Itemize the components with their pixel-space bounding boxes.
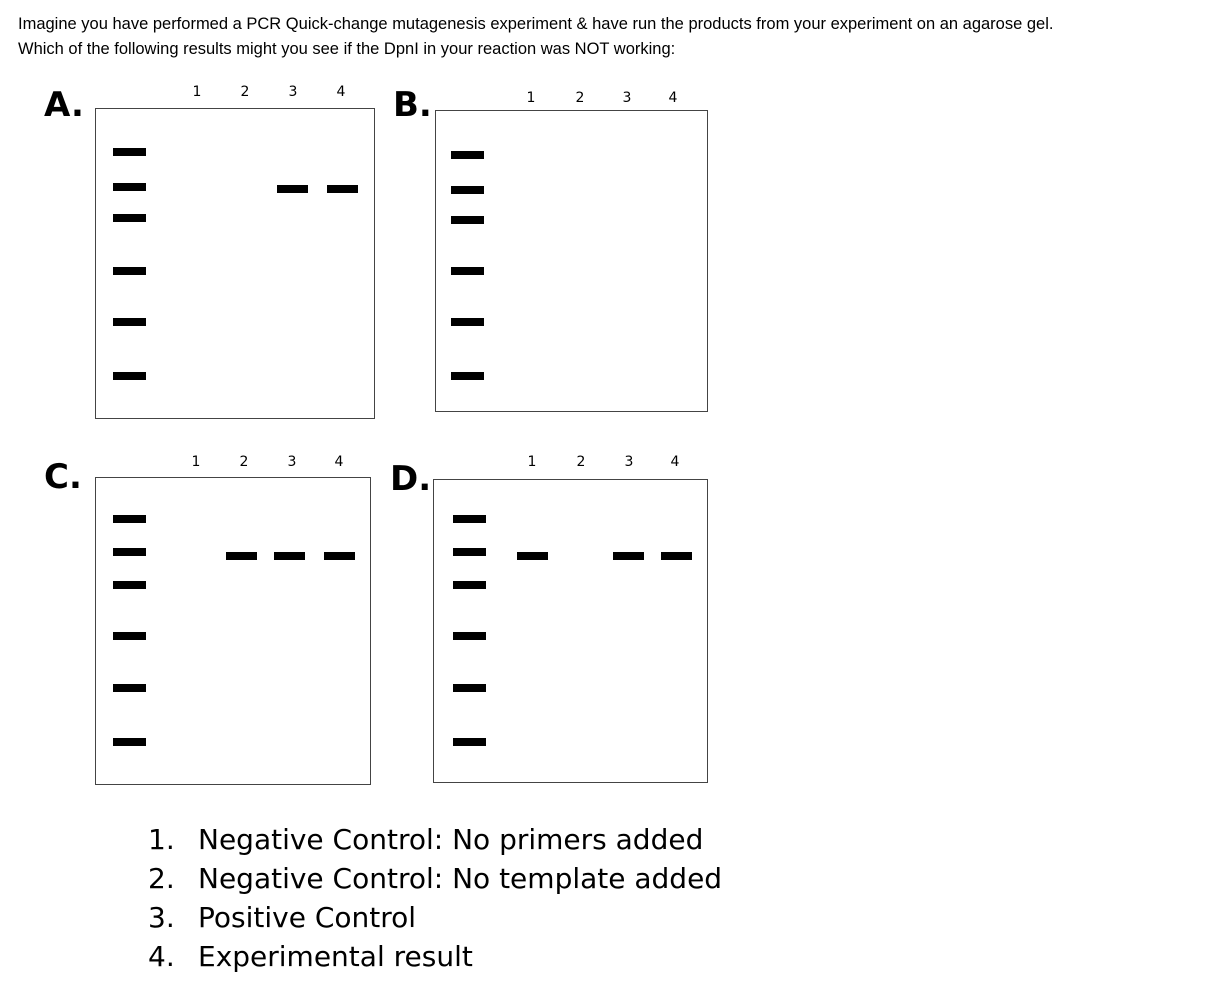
legend-item-1 <box>148 820 722 859</box>
sample-band-lane-3 <box>274 552 305 560</box>
gel-c-lane-4: 4 <box>334 454 344 470</box>
gel-b-lane-2: 2 <box>575 90 585 106</box>
gel-d-lane-3: 3 <box>624 454 634 470</box>
ladder-band <box>451 186 484 194</box>
gel-b-lane-4: 4 <box>668 90 678 106</box>
ladder-band <box>113 632 146 640</box>
ladder-band <box>113 684 146 692</box>
gel-d-lane-4: 4 <box>670 454 680 470</box>
gel-c-lane-1: 1 <box>191 454 201 470</box>
sample-band-lane-4 <box>661 552 692 560</box>
ladder-band <box>451 151 484 159</box>
legend-text: Experimental result <box>198 940 473 973</box>
legend-number: 1. <box>148 823 175 856</box>
ladder-band <box>113 183 146 191</box>
sample-band-lane-1 <box>517 552 548 560</box>
ladder-band <box>113 267 146 275</box>
lane-legend <box>148 820 722 976</box>
gel-c-lane-3: 3 <box>287 454 297 470</box>
legend-text: Negative Control: No primers added <box>198 823 704 856</box>
legend-item-4 <box>148 937 722 976</box>
sample-band-lane-4 <box>327 185 358 193</box>
gel-a <box>95 108 375 419</box>
ladder-band <box>453 548 486 556</box>
gel-b-lane-1: 1 <box>526 90 536 106</box>
ladder-band <box>451 318 484 326</box>
ladder-band <box>451 267 484 275</box>
gel-b-lane-3: 3 <box>622 90 632 106</box>
legend-text: Negative Control: No template added <box>198 862 723 895</box>
legend-number: 2. <box>148 862 175 895</box>
ladder-band <box>113 318 146 326</box>
gel-b <box>435 110 708 412</box>
gel-c-label: C. <box>44 457 82 497</box>
gel-d <box>433 479 708 783</box>
ladder-band <box>113 581 146 589</box>
ladder-band <box>451 216 484 224</box>
gel-c-lane-2: 2 <box>239 454 249 470</box>
sample-band-lane-3 <box>613 552 644 560</box>
ladder-band <box>113 515 146 523</box>
gel-d-lane-1: 1 <box>527 454 537 470</box>
ladder-band <box>113 372 146 380</box>
ladder-band <box>453 632 486 640</box>
ladder-band <box>453 581 486 589</box>
gel-a-label: A. <box>44 85 84 125</box>
gel-a-lane-2: 2 <box>240 84 250 100</box>
ladder-band <box>453 738 486 746</box>
legend-item-3 <box>148 898 722 937</box>
gel-c <box>95 477 371 785</box>
question-text <box>18 12 1208 62</box>
question-line-1: Imagine you have performed a PCR Quick-change mutagenesis experiment & have run the products from your experiment on an agarose gel. <box>18 15 1054 33</box>
gel-a-lane-1: 1 <box>192 84 202 100</box>
gel-a-lane-3: 3 <box>288 84 298 100</box>
ladder-band <box>113 148 146 156</box>
ladder-band <box>113 214 146 222</box>
legend-item-2 <box>148 859 722 898</box>
legend-number: 3. <box>148 901 175 934</box>
sample-band-lane-3 <box>277 185 308 193</box>
ladder-band <box>453 515 486 523</box>
ladder-band <box>453 684 486 692</box>
gel-d-label: D. <box>390 459 432 499</box>
sample-band-lane-2 <box>226 552 257 560</box>
ladder-band <box>113 548 146 556</box>
sample-band-lane-4 <box>324 552 355 560</box>
ladder-band <box>113 738 146 746</box>
gel-b-label: B. <box>393 85 432 125</box>
question-line-2: Which of the following results might you see if the DpnI in your reaction was NOT working: <box>18 40 676 58</box>
ladder-band <box>451 372 484 380</box>
gel-a-lane-4: 4 <box>336 84 346 100</box>
legend-text: Positive Control <box>198 901 417 934</box>
gel-d-lane-2: 2 <box>576 454 586 470</box>
legend-number: 4. <box>148 940 175 973</box>
